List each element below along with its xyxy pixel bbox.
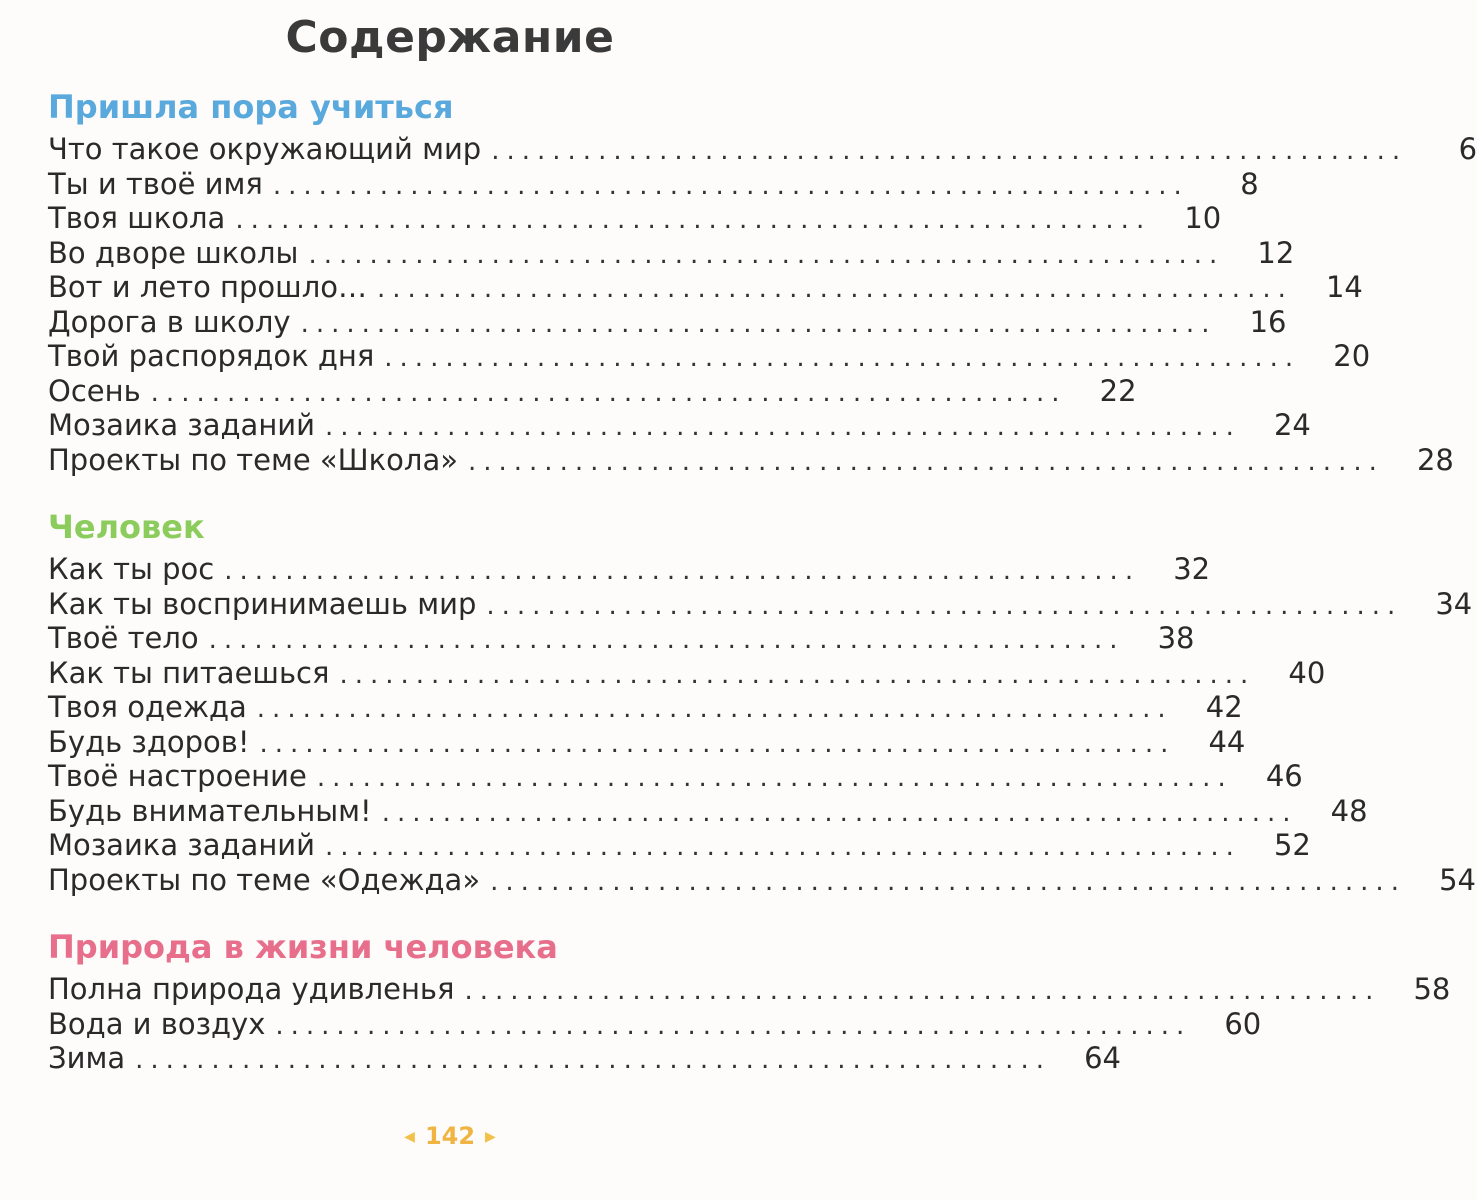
toc-entry-title: Будь здоров!: [48, 724, 250, 759]
toc-entry: [48, 655, 1326, 691]
dot-leader: ............................................................: [339, 659, 1256, 690]
toc-entry-page: 54: [1439, 862, 1476, 897]
toc-entry: [48, 201, 1222, 236]
toc-entry-page: 34: [1435, 586, 1473, 621]
dot-leader: ............................................................: [384, 343, 1301, 373]
toc-entry-title: Проекты по теме «Школа»: [48, 442, 458, 477]
dot-leader: ............................................................: [150, 377, 1067, 408]
toc-entry: [48, 166, 1259, 202]
toc-entry-page: 20: [1333, 339, 1371, 373]
dot-leader: ............................................................: [308, 239, 1225, 270]
dot-leader: ............................................................: [381, 797, 1298, 828]
dot-leader: ............................................................: [272, 170, 1189, 201]
toc-entry-page: 10: [1184, 201, 1222, 235]
toc-entry-page: 14: [1325, 270, 1363, 304]
dot-leader: ............................................................: [324, 832, 1241, 862]
toc-entry: [48, 304, 1287, 340]
toc-entry-title: Будь внимательным!: [48, 793, 372, 828]
toc-entry: [48, 235, 1295, 271]
section-prishla-pora-uchitsya: [48, 86, 1477, 477]
page-footer: [0, 1122, 900, 1150]
toc-entry-page: 64: [1084, 1041, 1121, 1075]
dot-leader: ............................................................: [224, 556, 1141, 586]
toc-entry-page: 58: [1413, 972, 1451, 1006]
toc-entry-page: 48: [1330, 793, 1368, 828]
toc-entry-page: 22: [1099, 373, 1137, 408]
dot-leader: ............................................................: [259, 728, 1176, 759]
toc-entry-page: 32: [1173, 552, 1211, 586]
toc-entry: [48, 793, 1368, 829]
toc-entry-title: Мозаика заданий: [48, 828, 315, 862]
dot-leader: ............................................................: [208, 625, 1125, 655]
toc-entry-title: Полна природа удивленья: [48, 972, 455, 1006]
toc-entry-page: 24: [1273, 408, 1311, 442]
toc-entry-title: Твоё настроение: [48, 759, 307, 793]
prev-page-arrow-icon: ◀: [404, 1129, 415, 1145]
toc-entry-title: Проекты по теме «Одежда»: [48, 862, 481, 897]
section-title: Пришла пора учиться: [48, 88, 454, 126]
dot-leader: ............................................................: [135, 1045, 1051, 1075]
toc-entry-title: Что такое окружающий мир: [48, 132, 482, 166]
dot-leader: ............................................................: [275, 1010, 1192, 1041]
section-chelovek: [48, 506, 1476, 897]
toc-entry: [48, 442, 1454, 478]
toc-entry: [48, 1041, 1121, 1076]
toc-entry-page: 42: [1205, 690, 1243, 724]
toc-entry-page: 8: [1240, 166, 1259, 201]
toc-entry: [48, 132, 1477, 167]
dot-leader: ............................................................: [300, 308, 1217, 339]
toc-entry-page: 52: [1273, 828, 1311, 862]
toc-entry-title: Твоё тело: [48, 621, 199, 655]
dot-leader: ............................................................: [235, 205, 1152, 235]
toc-entry: [48, 270, 1363, 305]
toc-entry-title: Как ты питаешься: [48, 655, 330, 690]
toc-entry: [48, 408, 1311, 443]
toc-entry-title: Во дворе школы: [48, 235, 299, 270]
dot-leader: ............................................................: [316, 763, 1233, 793]
toc-entry: [48, 972, 1451, 1007]
dot-leader: ............................................................: [324, 412, 1241, 442]
toc-entry-title: Вот и лето прошло…: [48, 270, 367, 304]
toc-entry-page: 38: [1157, 621, 1195, 655]
toc-entry: [48, 552, 1211, 587]
section-title: Природа в жизни человека: [48, 928, 558, 966]
toc-entry-title: Мозаика заданий: [48, 408, 315, 442]
dot-leader: ............................................................: [486, 590, 1403, 621]
dot-leader: ............................................................: [256, 694, 1173, 724]
next-page-arrow-icon: ▶: [485, 1129, 496, 1145]
section-priroda-v-zhizni-cheloveka: [48, 926, 1451, 1076]
toc-entry-page: 16: [1249, 304, 1287, 339]
toc-entry-title: Как ты рос: [48, 552, 215, 586]
toc-entry-page: 60: [1224, 1006, 1262, 1041]
toc-entry: [48, 373, 1137, 409]
toc-entry-title: Вода и воздух: [48, 1006, 266, 1041]
dot-leader: ............................................................: [490, 866, 1406, 897]
toc-entry-page: 6: [1458, 132, 1477, 166]
toc-entry: [48, 586, 1473, 622]
toc-entry: [48, 759, 1303, 794]
toc-entry-page: 44: [1208, 724, 1246, 759]
toc-entry-title: Твоя одежда: [48, 690, 247, 724]
toc-entry-title: Осень: [48, 373, 141, 408]
dot-leader: ............................................................: [464, 976, 1381, 1006]
toc-entry-title: Твоя школа: [48, 201, 226, 235]
toc-entry-page: 46: [1265, 759, 1303, 793]
toc-entry-title: Дорога в школу: [48, 304, 291, 339]
toc-entry: [48, 621, 1195, 656]
toc-entry: [48, 339, 1371, 374]
toc-entry: [48, 690, 1243, 725]
section-title: Человек: [48, 508, 205, 546]
toc-entry-title: Как ты воспринимаешь мир: [48, 586, 477, 621]
dot-leader: ............................................................: [376, 274, 1293, 304]
toc-entry-title: Зима: [48, 1041, 126, 1075]
toc-entry: [48, 828, 1311, 863]
toc-entry: [48, 1006, 1262, 1042]
dot-leader: ............................................................: [467, 446, 1384, 477]
toc-entry-page: 12: [1257, 235, 1295, 270]
toc-entry: [48, 862, 1476, 898]
page-number: 142: [424, 1122, 476, 1150]
toc-entry-title: Твой распорядок дня: [48, 339, 375, 373]
dot-leader: ............................................................: [491, 136, 1408, 166]
toc-entry-page: 40: [1288, 655, 1326, 690]
toc-entry: [48, 724, 1246, 760]
toc-entry-page: 28: [1416, 442, 1454, 477]
page-title: Содержание: [285, 12, 615, 63]
toc-entry-title: Ты и твоё имя: [48, 166, 263, 201]
